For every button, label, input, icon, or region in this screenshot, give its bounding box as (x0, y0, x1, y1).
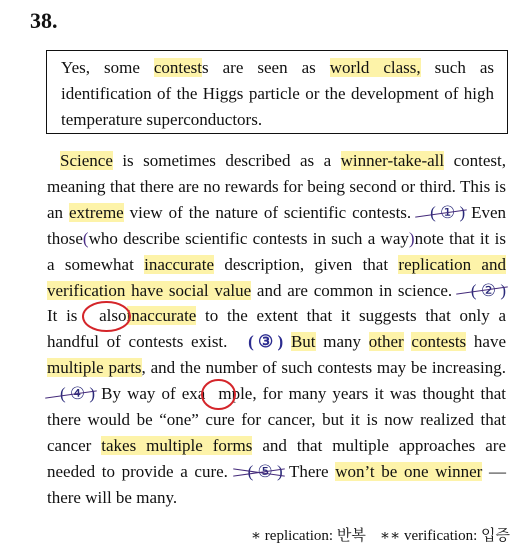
position-marker-4[interactable]: ( ④ ) (47, 381, 95, 407)
passage-text: There (282, 461, 336, 481)
footnote-verification: ∗∗ verification: 입증 (379, 528, 510, 544)
passage (47, 148, 506, 511)
highlight-world-class: world class, (329, 58, 421, 77)
highlight-inaccurate: inaccurate (144, 254, 214, 274)
position-marker-1[interactable]: ( ① ) (417, 200, 465, 226)
passage-text: to the extent that it suggests that only a handful of contests exist. (47, 306, 506, 352)
position-marker-5[interactable]: ( ⑤ ) (235, 459, 283, 485)
footnote-replication: ∗ replication: 반복 (250, 528, 366, 544)
passage-text: It is (47, 306, 87, 326)
given-text: s are seen as (202, 58, 330, 77)
passage-text: — there will be many. (47, 461, 506, 507)
passage-text: is sometimes described as a (112, 151, 341, 170)
highlight-but: But (290, 332, 316, 352)
circled-letter-m: m (205, 381, 231, 407)
highlight-multiple-parts: multiple parts (47, 358, 142, 378)
given-text: such as identification of the Higgs particle or the development of high temperature superconductors. (61, 58, 494, 129)
ink-bracket-close: ) (408, 228, 415, 248)
passage-text: note that it is a somewhat (47, 228, 506, 274)
passage-text: who describe scientific contests in such a way (88, 228, 409, 248)
passage-text: , and the number of such contests may be increasing. (141, 358, 506, 378)
highlight-takes-multiple-forms: takes multiple forms (101, 435, 253, 455)
highlight-other: other (368, 332, 404, 352)
given-sentence-box (46, 50, 508, 134)
highlight-wont-be-one-winner: won’t be one winner (335, 461, 483, 481)
passage-text (283, 332, 291, 351)
highlight-extreme: extreme (68, 202, 124, 222)
footnote (251, 524, 510, 545)
given-text: Yes, some (61, 58, 154, 77)
highlight-contests-2: contests (411, 332, 467, 352)
highlight-replication: replication and verification have social value (47, 254, 506, 300)
passage-text: have (466, 332, 507, 352)
passage-text: contest, meaning that there are no rewards for being second or third. This is an (47, 151, 506, 222)
highlight-winner-take-all: winner-take-all (340, 151, 445, 170)
circled-also: also (86, 303, 126, 329)
passage-text: view of the nature of scientific contests. (123, 202, 418, 222)
passage-text: By way of exa (95, 384, 206, 404)
passage-text: description, given that (214, 254, 399, 274)
ink-bracket-open: ( (82, 228, 89, 248)
position-marker-3[interactable]: ( ③ ) (248, 332, 284, 352)
passage-text: and are common in science. (251, 280, 458, 300)
question-number: 38. (30, 8, 58, 33)
highlight-science: Science (60, 151, 113, 170)
passage-text: ple, for many years it was thought that there would be “one” cure for cancer, but it is now realized that cancer (47, 384, 506, 455)
highlight-contests: contest (153, 58, 203, 77)
passage-text: Even those (47, 202, 507, 248)
passage-text: many (315, 332, 369, 352)
position-marker-2[interactable]: ( ② ) (458, 278, 506, 304)
passage-text: and that multiple approaches are needed to provide a cure. (47, 435, 506, 481)
highlight-inaccurate-2: inaccurate (126, 306, 197, 326)
